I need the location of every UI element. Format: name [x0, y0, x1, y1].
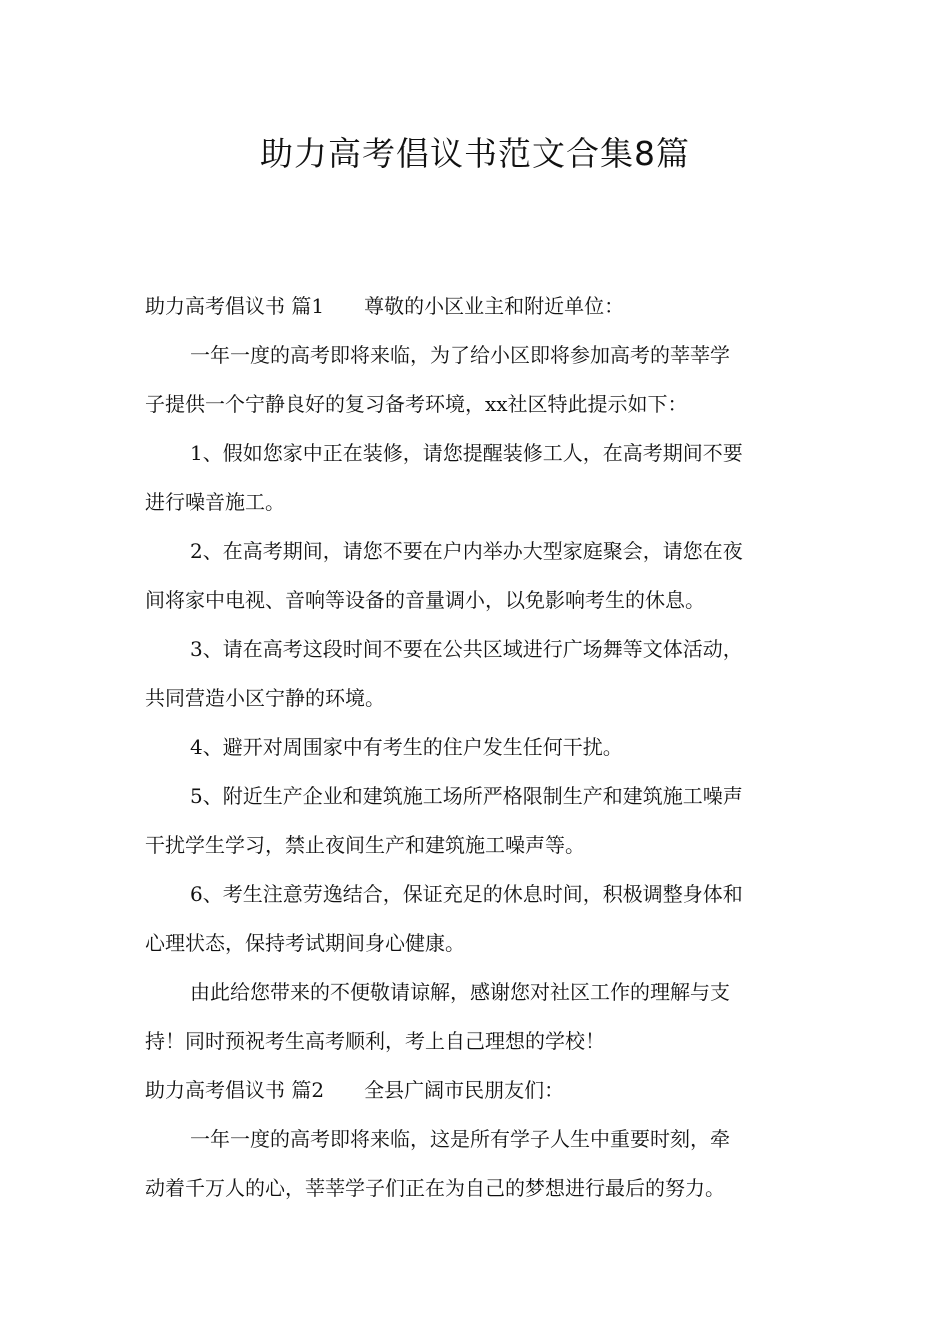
paragraph-line: 干扰学生学习，禁止夜间生产和建筑施工噪声等。 — [145, 833, 585, 857]
paragraph-line: 2、在高考期间，请您不要在户内举办大型家庭聚会，请您在夜 — [190, 539, 743, 563]
section-heading-line — [145, 1066, 805, 1115]
paragraph-line: 共同营造小区宁静的环境。 — [145, 686, 385, 710]
document-body — [145, 282, 805, 1213]
paragraph-line: 子提供一个宁静良好的复习备考环境，xx社区特此提示如下： — [145, 392, 688, 416]
paragraph-line: 一年一度的高考即将来临，为了给小区即将参加高考的莘莘学 — [190, 343, 730, 367]
paragraph-line: 间将家中电视、音响等设备的音量调小，以免影响考生的休息。 — [145, 588, 705, 612]
paragraph-line: 6、考生注意劳逸结合，保证充足的休息时间，积极调整身体和 — [190, 882, 743, 906]
section-heading: 助力高考倡议书 篇2 — [145, 1078, 325, 1102]
salutation: 全县广阔市民朋友们： — [364, 1078, 565, 1102]
paragraph-line: 4、避开对周围家中有考生的住户发生任何干扰。 — [190, 735, 623, 759]
paragraph-line: 5、附近生产企业和建筑施工场所严格限制生产和建筑施工噪声 — [190, 784, 743, 808]
paragraph-line: 持！同时预祝考生高考顺利，考上自己理想的学校！ — [145, 1029, 605, 1053]
section-heading-line — [145, 282, 805, 331]
paragraph-line: 一年一度的高考即将来临，这是所有学子人生中重要时刻，牵 — [190, 1127, 730, 1151]
paragraph-line: 3、请在高考这段时间不要在公共区域进行广场舞等文体活动， — [190, 637, 743, 661]
paragraph-line: 由此给您带来的不便敬请谅解，感谢您对社区工作的理解与支 — [190, 980, 730, 1004]
paragraph-line: 动着千万人的心，莘莘学子们正在为自己的梦想进行最后的努力。 — [145, 1176, 725, 1200]
salutation: 尊敬的小区业主和附近单位： — [364, 294, 625, 318]
paragraph-line: 1、假如您家中正在装修，请您提醒装修工人，在高考期间不要 — [190, 441, 743, 465]
document-title: 助力高考倡议书范文合集8篇 — [260, 134, 690, 173]
paragraph-line: 心理状态，保持考试期间身心健康。 — [145, 931, 465, 955]
paragraph-line: 进行噪音施工。 — [145, 490, 285, 514]
section-heading: 助力高考倡议书 篇1 — [145, 294, 325, 318]
